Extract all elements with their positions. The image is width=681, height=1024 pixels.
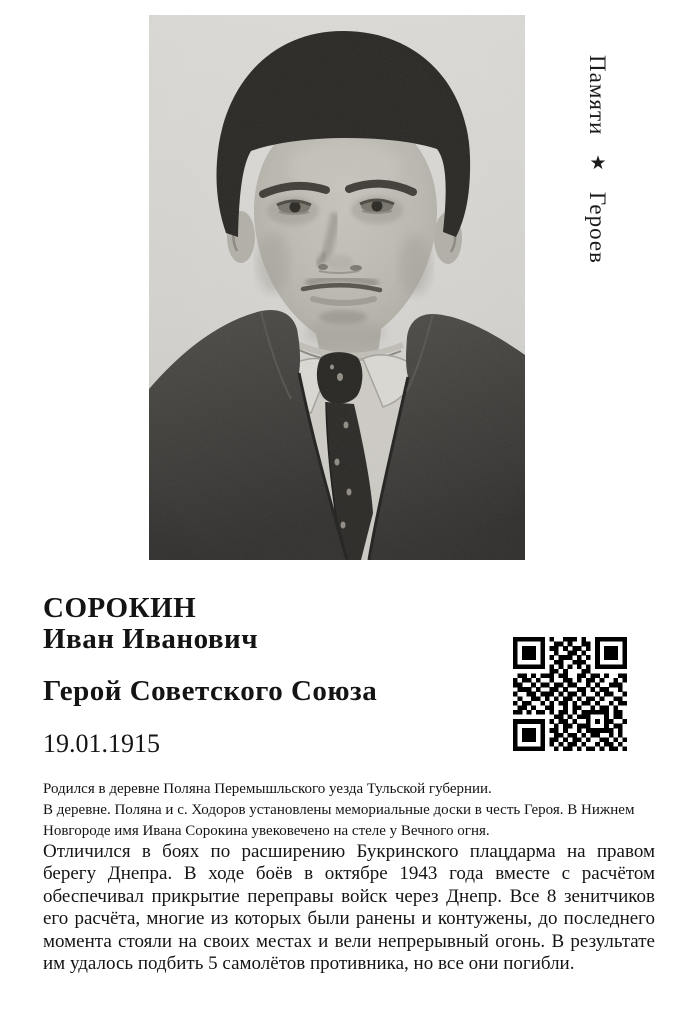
feat-paragraph: Отличился в боях по расширению Букринского плацдарма на правом берегу Днепра. В ходе боёв в октябре 1943 года вместе с расчётом обеспечивал прикрытие переправы войск через Днепр. Все 8 зенитчиков его расчёта, многие из которых были ранены и контужены, до последнего момента стояли на своих местах и вели непрерывный огонь. В результате им удалось подбить 5 самолётов противника, но все они погибли. bbox=[43, 841, 655, 975]
banner-word-heroes: Героев bbox=[585, 191, 610, 264]
portrait-graphic bbox=[149, 15, 525, 560]
qr-code bbox=[509, 637, 631, 751]
memorials-paragraph: В деревне. Поляна и с. Ходоров установлены мемориальные доски в честь Героя. В Нижнем Новгороде имя Ивана Сорокина увековечено на стеле у Вечного огня. bbox=[43, 802, 635, 839]
hero-title: Герой Советского Союза bbox=[43, 675, 378, 707]
memorial-banner bbox=[584, 55, 610, 295]
hero-birth-date: 19.01.1915 bbox=[43, 729, 160, 758]
hero-surname: СОРОКИН bbox=[43, 592, 197, 624]
star-icon: ★ bbox=[587, 152, 608, 176]
banner-word-memory: Памяти bbox=[585, 55, 610, 136]
hero-portrait-photo bbox=[149, 15, 525, 560]
origin-paragraph: Родился в деревне Поляна Перемышльского уезда Тульской губернии. bbox=[43, 781, 492, 797]
hero-given-names: Иван Иванович bbox=[43, 623, 259, 655]
biography-summary bbox=[43, 779, 656, 842]
